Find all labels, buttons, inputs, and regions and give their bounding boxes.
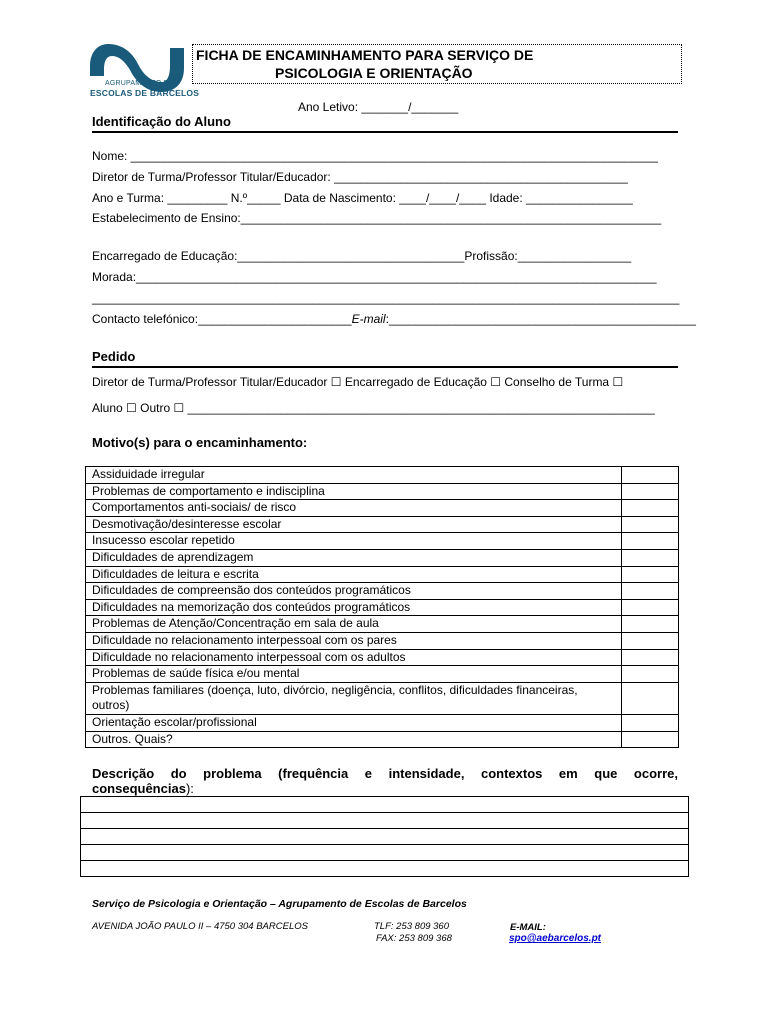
descricao-row [81,813,689,829]
motivo-check-cell[interactable] [622,714,679,731]
motivo-check-cell[interactable] [622,649,679,666]
motivo-label: Orientação escolar/profissional [86,714,622,731]
motivo-label: Problemas de Atenção/Concentração em sala de aula [86,616,622,633]
email-blank: :______________________________________________ [385,312,696,326]
descricao-input-cell[interactable] [81,829,689,845]
morada-continuation-field[interactable]: ________________________________________________________________________________________ [92,291,680,305]
motivo-row [86,467,679,484]
motivo-check-cell[interactable] [622,682,679,714]
estabelecimento-field[interactable]: Estabelecimento de Ensino:_______________________________________________________________ [92,211,662,225]
motivo-label: Dificuldades na memorização dos conteúdos programáticos [86,599,622,616]
pedido-options-line2[interactable]: Aluno ☐ Outro ☐ ______________________________________________________________________ [92,401,655,415]
footer-email-label: E-MAIL: [510,922,546,933]
motivo-check-cell[interactable] [622,731,679,748]
motivos-table [85,466,679,748]
logo-text-line1: AGRUPAMENTO DE [105,80,174,87]
motivo-row [86,566,679,583]
motivo-check-cell[interactable] [622,483,679,500]
footer-fax: FAX: 253 809 368 [376,933,452,944]
motivo-row [86,500,679,517]
motivo-label: Dificuldades de compreensão dos conteúdos programáticos [86,583,622,600]
ano-letivo-field[interactable]: Ano Letivo: _______/_______ [298,100,459,114]
motivo-row [86,666,679,683]
descricao-heading: Descrição do problema (frequência e intensidade, contextos em que ocorre, [92,766,678,781]
descricao-row [81,861,689,877]
motivo-row [86,649,679,666]
descricao-row [81,829,689,845]
motivo-row [86,483,679,500]
motivo-row [86,682,679,714]
descricao-row [81,797,689,813]
descricao-heading-line2: consequências): [92,781,194,796]
descricao-input-cell[interactable] [81,797,689,813]
descricao-table [80,796,689,877]
diretor-turma-field[interactable]: Diretor de Turma/Professor Titular/Educador: ____________________________________________ [92,170,628,184]
motivo-check-cell[interactable] [622,616,679,633]
motivo-label: Problemas de comportamento e indisciplina [86,483,622,500]
motivo-row [86,714,679,731]
motivo-row [86,616,679,633]
motivo-label: Problemas de saúde física e/ou mental [86,666,622,683]
email-label: E-mail [351,312,386,326]
motivo-label: Dificuldades de aprendizagem [86,549,622,566]
contacto-label: Contacto telefónico:_______________________ [92,312,352,326]
footer-phone: TLF: 253 809 360 [374,921,449,932]
motivo-label: Assiduidade irregular [86,467,622,484]
pedido-options-line1[interactable]: Diretor de Turma/Professor Titular/Educador ☐ Encarregado de Educação ☐ Conselho de Turma ☐ [92,375,624,389]
form-title-line2: PSICOLOGIA E ORIENTAÇÃO [275,65,473,81]
section-divider [92,366,678,368]
motivo-check-cell[interactable] [622,533,679,550]
section-heading-motivos: Motivo(s) para o encaminhamento: [92,435,308,450]
motivo-check-cell[interactable] [622,666,679,683]
motivo-check-cell[interactable] [622,467,679,484]
section-heading-identificacao: Identificação do Aluno [92,114,231,129]
motivo-check-cell[interactable] [622,549,679,566]
descricao-input-cell[interactable] [81,861,689,877]
motivo-row [86,583,679,600]
motivo-label: Insucesso escolar repetido [86,533,622,550]
motivo-check-cell[interactable] [622,500,679,517]
motivo-check-cell[interactable] [622,599,679,616]
nome-field[interactable]: Nome: _______________________________________________________________________________ [92,149,658,163]
descricao-input-cell[interactable] [81,813,689,829]
motivo-row [86,599,679,616]
footer-address: AVENIDA JOÃO PAULO II – 4750 304 BARCELOS [92,921,308,932]
motivo-check-cell[interactable] [622,583,679,600]
section-heading-pedido: Pedido [92,349,136,364]
contacto-field[interactable] [92,312,696,326]
motivo-check-cell[interactable] [622,516,679,533]
motivo-row [86,516,679,533]
morada-field[interactable]: Morada:______________________________________________________________________________ [92,270,657,284]
footer-email-link[interactable]: spo@aebarcelos.pt [509,933,602,944]
encarregado-field[interactable]: Encarregado de Educação:__________________________________Profissão:_________________ [92,249,632,263]
motivo-row [86,731,679,748]
motivo-row [86,533,679,550]
section-divider [92,131,678,133]
motivo-row [86,632,679,649]
form-title-line1: FICHA DE ENCAMINHAMENTO PARA SERVIÇO DE [196,47,534,63]
motivo-label: Comportamentos anti-sociais/ de risco [86,500,622,517]
motivo-check-cell[interactable] [622,632,679,649]
motivo-label: Dificuldade no relacionamento interpessoal com os pares [86,632,622,649]
logo-text-line2: ESCOLAS DE BARCELOS [90,88,200,98]
motivo-label: Dificuldades de leitura e escrita [86,566,622,583]
motivo-row [86,549,679,566]
descricao-row [81,845,689,861]
descricao-input-cell[interactable] [81,845,689,861]
motivo-label: Desmotivação/desinteresse escolar [86,516,622,533]
footer-title: Serviço de Psicologia e Orientação – Agrupamento de Escolas de Barcelos [92,898,467,910]
motivo-label: Outros. Quais? [86,731,622,748]
ano-turma-field[interactable]: Ano e Turma: _________ N.º_____ Data de Nascimento: ____/____/____ Idade: ________________ [92,191,633,205]
motivo-check-cell[interactable] [622,566,679,583]
motivo-label: Dificuldade no relacionamento interpessoal com os adultos [86,649,622,666]
motivo-label: Problemas familiares (doença, luto, divórcio, negligência, conflitos, dificuldades financeiras, outros) [86,682,622,714]
